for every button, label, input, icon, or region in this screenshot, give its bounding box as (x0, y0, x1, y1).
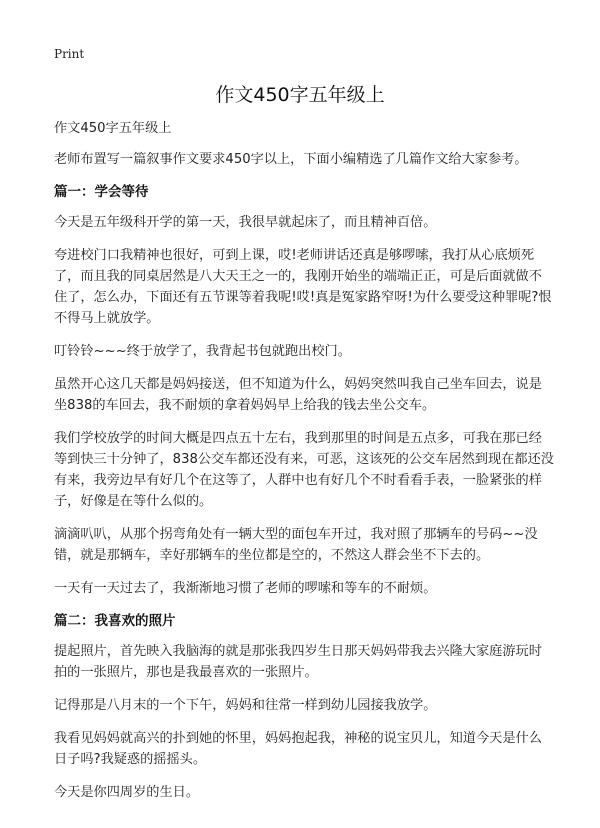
article-intro: 老师布置写一篇叙事作文要求450字以上，下面小编精选了几篇作文给大家参考。 (54, 152, 528, 167)
paragraph: 今天是五年级科开学的第一天，我很早就起床了，而且精神百倍。 (54, 215, 437, 230)
print-link[interactable]: Print (54, 47, 85, 61)
paragraph: 提起照片，首先映入我脑海的就是那张我四岁生日那天妈妈带我去兴隆大家庭游玩时拍的一张照片，那也是我最喜欢的一张照片。 (54, 644, 542, 680)
paragraph: 夸进校门口我精神也很好，可到上课，哎!老师讲话还真是够啰嗦，我打从心底烦死了，而且我的同桌居然是八大天王之一的，我刚开始坐的端端正正，可是后面就做不住了，怎么办，下面还有五节课等着我呢!哎!真是冤家路窄呀!为什么要受这种罪呢?恨不得马上就放学。 (54, 248, 552, 326)
article-subtitle: 作文450字五年级上 (54, 121, 172, 136)
paragraph: 虽然开心这几天都是妈妈接送，但不知道为什么，妈妈突然叫我自己坐车回去，说是坐838的车回去，我不耐烦的拿着妈妈早上给我的钱去坐公交车。 (54, 377, 542, 413)
paragraph: 叮铃铃~~~终于放学了，我背起书包就跑出校门。 (54, 344, 351, 359)
paragraph: 我们学校放学的时间大概是四点五十左右，我到那里的时间是五点多，可我在那已经等到快三十分钟了，838公交车都还没有来，可恶，这该死的公交车居然到现在都还没有来，我旁边早有好几个在这等了，人群中也有好几个不时看看手表，一脸紧张的样子，好像是在等什么似的。 (54, 431, 554, 509)
article-body (54, 118, 554, 815)
paragraph: 滴滴叭叭，从那个拐弯角处有一辆大型的面包车开过，我对照了那辆车的号码~~没错，就是那辆车，幸好那辆车的坐位都是空的，不然这人群会坐不下去的。 (54, 527, 538, 563)
paragraph: 我看见妈妈就高兴的扑到她的怀里，妈妈抱起我，神秘的说宝贝儿，知道今天是什么日子吗?我疑惑的摇摇头。 (54, 731, 542, 767)
page-title: 作文450字五年级上 (215, 84, 385, 106)
paragraph: 今天是你四周岁的生日。 (54, 785, 200, 800)
section-heading-2: 篇二：我喜欢的照片 (54, 613, 176, 629)
paragraph: 一天有一天过去了，我渐渐地习惯了老师的啰嗦和等车的不耐烦。 (54, 581, 437, 596)
paragraph: 记得那是八月末的一个下午，妈妈和往常一样到幼儿园接我放学。 (54, 698, 437, 713)
section-heading-1: 篇一：学会等待 (54, 184, 149, 200)
